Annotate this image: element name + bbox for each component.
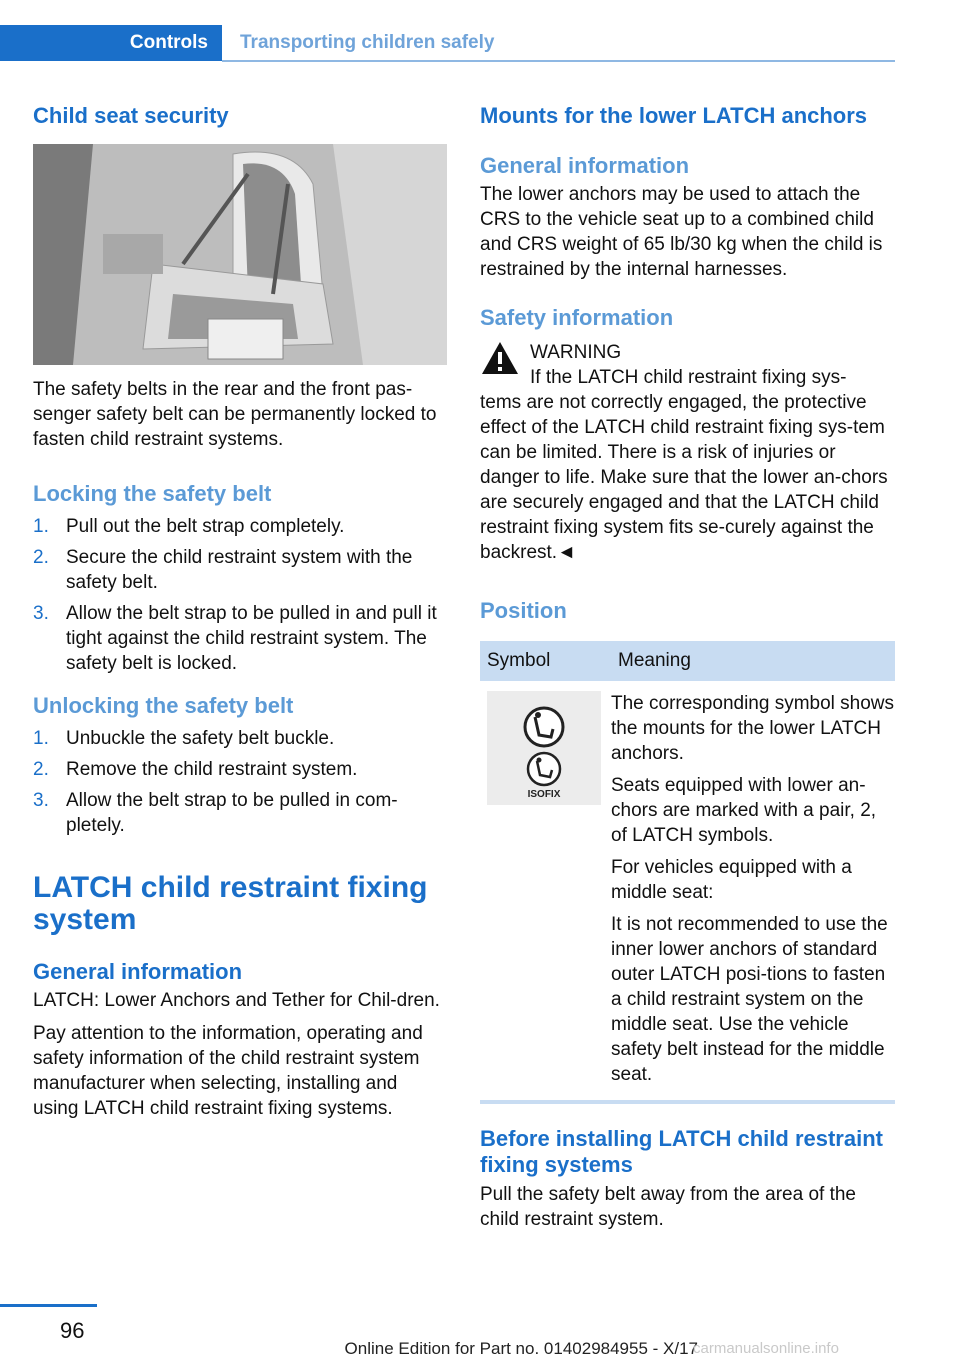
heading-locking: Locking the safety belt [33,481,272,506]
page-header [0,25,895,63]
meaning-paragraph: Seats equipped with lower an-chors are marked with a pair, 2, of LATCH symbols. [611,775,877,846]
list-item: 2. Secure the child restraint system with the safety belt. [33,547,413,593]
child-seat-illustration [33,144,447,365]
watermark: carmanualsonline.info [693,1340,839,1357]
footer-rule [0,1304,97,1307]
left-column [33,100,447,1121]
heading-general-information: General information [33,959,243,984]
warning-text: tems are not correctly engaged, the protective effect of the LATCH child restraint fixing sys-tem can be limited. There is a risk of injuries or danger to life. Make sure that the lower an-chors are securely engaged and that the LATCH child restraint fixing system fits se-curely against the backrest.◄ [480,392,888,563]
warning-triangle-icon [480,340,520,376]
heading-general-information: General information [480,153,690,178]
heading-unlocking: Unlocking the safety belt [33,693,294,718]
latch-symbol [487,691,601,805]
meaning-paragraph: It is not recommended to use the inner lower anchors of standard outer LATCH posi-tions to fasten a child restraint system on the middle seat. Use the vehicle safety belt instead for the middle seat. [611,914,888,1085]
warning-first-line: If the LATCH child restraint fixing sys- [530,367,847,388]
symbol-table [480,641,895,1094]
latch-paragraph: Pay attention to the information, operating and safety information of the child restraint system manufacturer when selecting, installing and using LATCH child restraint fixing systems. [33,1023,423,1119]
heading-before-installing: Before installing LATCH child restraint fixing systems [480,1126,883,1177]
edition-note: Online Edition for Part no. 01402984955 - X/17 [344,1339,698,1358]
heading-latch-system: LATCH child restraint fixing system [33,871,428,936]
page-number: 96 [60,1318,85,1343]
intro-paragraph: The safety belts in the rear and the front pas-senger safety belt can be permanently locked to fasten child restraint systems. [33,379,437,450]
table-header-row [480,641,895,681]
latch-seat-icon [487,691,601,805]
meaning-paragraph: The corresponding symbol shows the mounts for the lower LATCH anchors. [611,693,895,764]
topic-title: Transporting children safely [240,32,495,53]
heading-mounts: Mounts for the lower LATCH anchors [480,103,868,128]
right-column [480,100,895,1232]
list-item: 1. Pull out the belt strap completely. [33,516,345,537]
column-header-symbol: Symbol [480,641,611,681]
heading-child-seat-security: Child seat security [33,103,229,128]
list-item: 3. Allow the belt strap to be pulled in and pull it tight against the child restraint system. The safety belt is locked. [33,603,437,674]
meaning-paragraph: For vehicles equipped with a middle seat: [611,857,852,903]
list-item: 3. Allow the belt strap to be pulled in com-pletely. [33,790,398,836]
list-item: 2. Remove the child restraint system. [33,759,358,780]
locking-steps [33,514,447,676]
table-row [480,681,895,1094]
heading-safety-information: Safety information [480,305,674,330]
warning-title: WARNING [530,342,622,363]
latch-definition: LATCH: Lower Anchors and Tether for Chil-dren. [33,990,440,1011]
warning-block [480,340,895,565]
isofix-label: ISOFIX [527,789,561,800]
meaning-cell [611,681,895,1094]
unlocking-steps [33,726,447,838]
table-bottom-rule [480,1100,895,1104]
symbol-cell [480,681,611,1094]
column-header-meaning: Meaning [611,641,895,681]
general-paragraph: The lower anchors may be used to attach the CRS to the vehicle seat up to a combined child and CRS weight of 65 lb/30 kg when the child is restrained by the internal harnesses. [480,184,883,280]
section-tab: Controls [0,25,222,61]
list-item: 1. Unbuckle the safety belt buckle. [33,728,335,749]
before-paragraph: Pull the safety belt away from the area of the child restraint system. [480,1184,856,1230]
child-seat-photo [33,144,447,365]
header-rule [222,60,895,62]
heading-position: Position [480,598,567,623]
